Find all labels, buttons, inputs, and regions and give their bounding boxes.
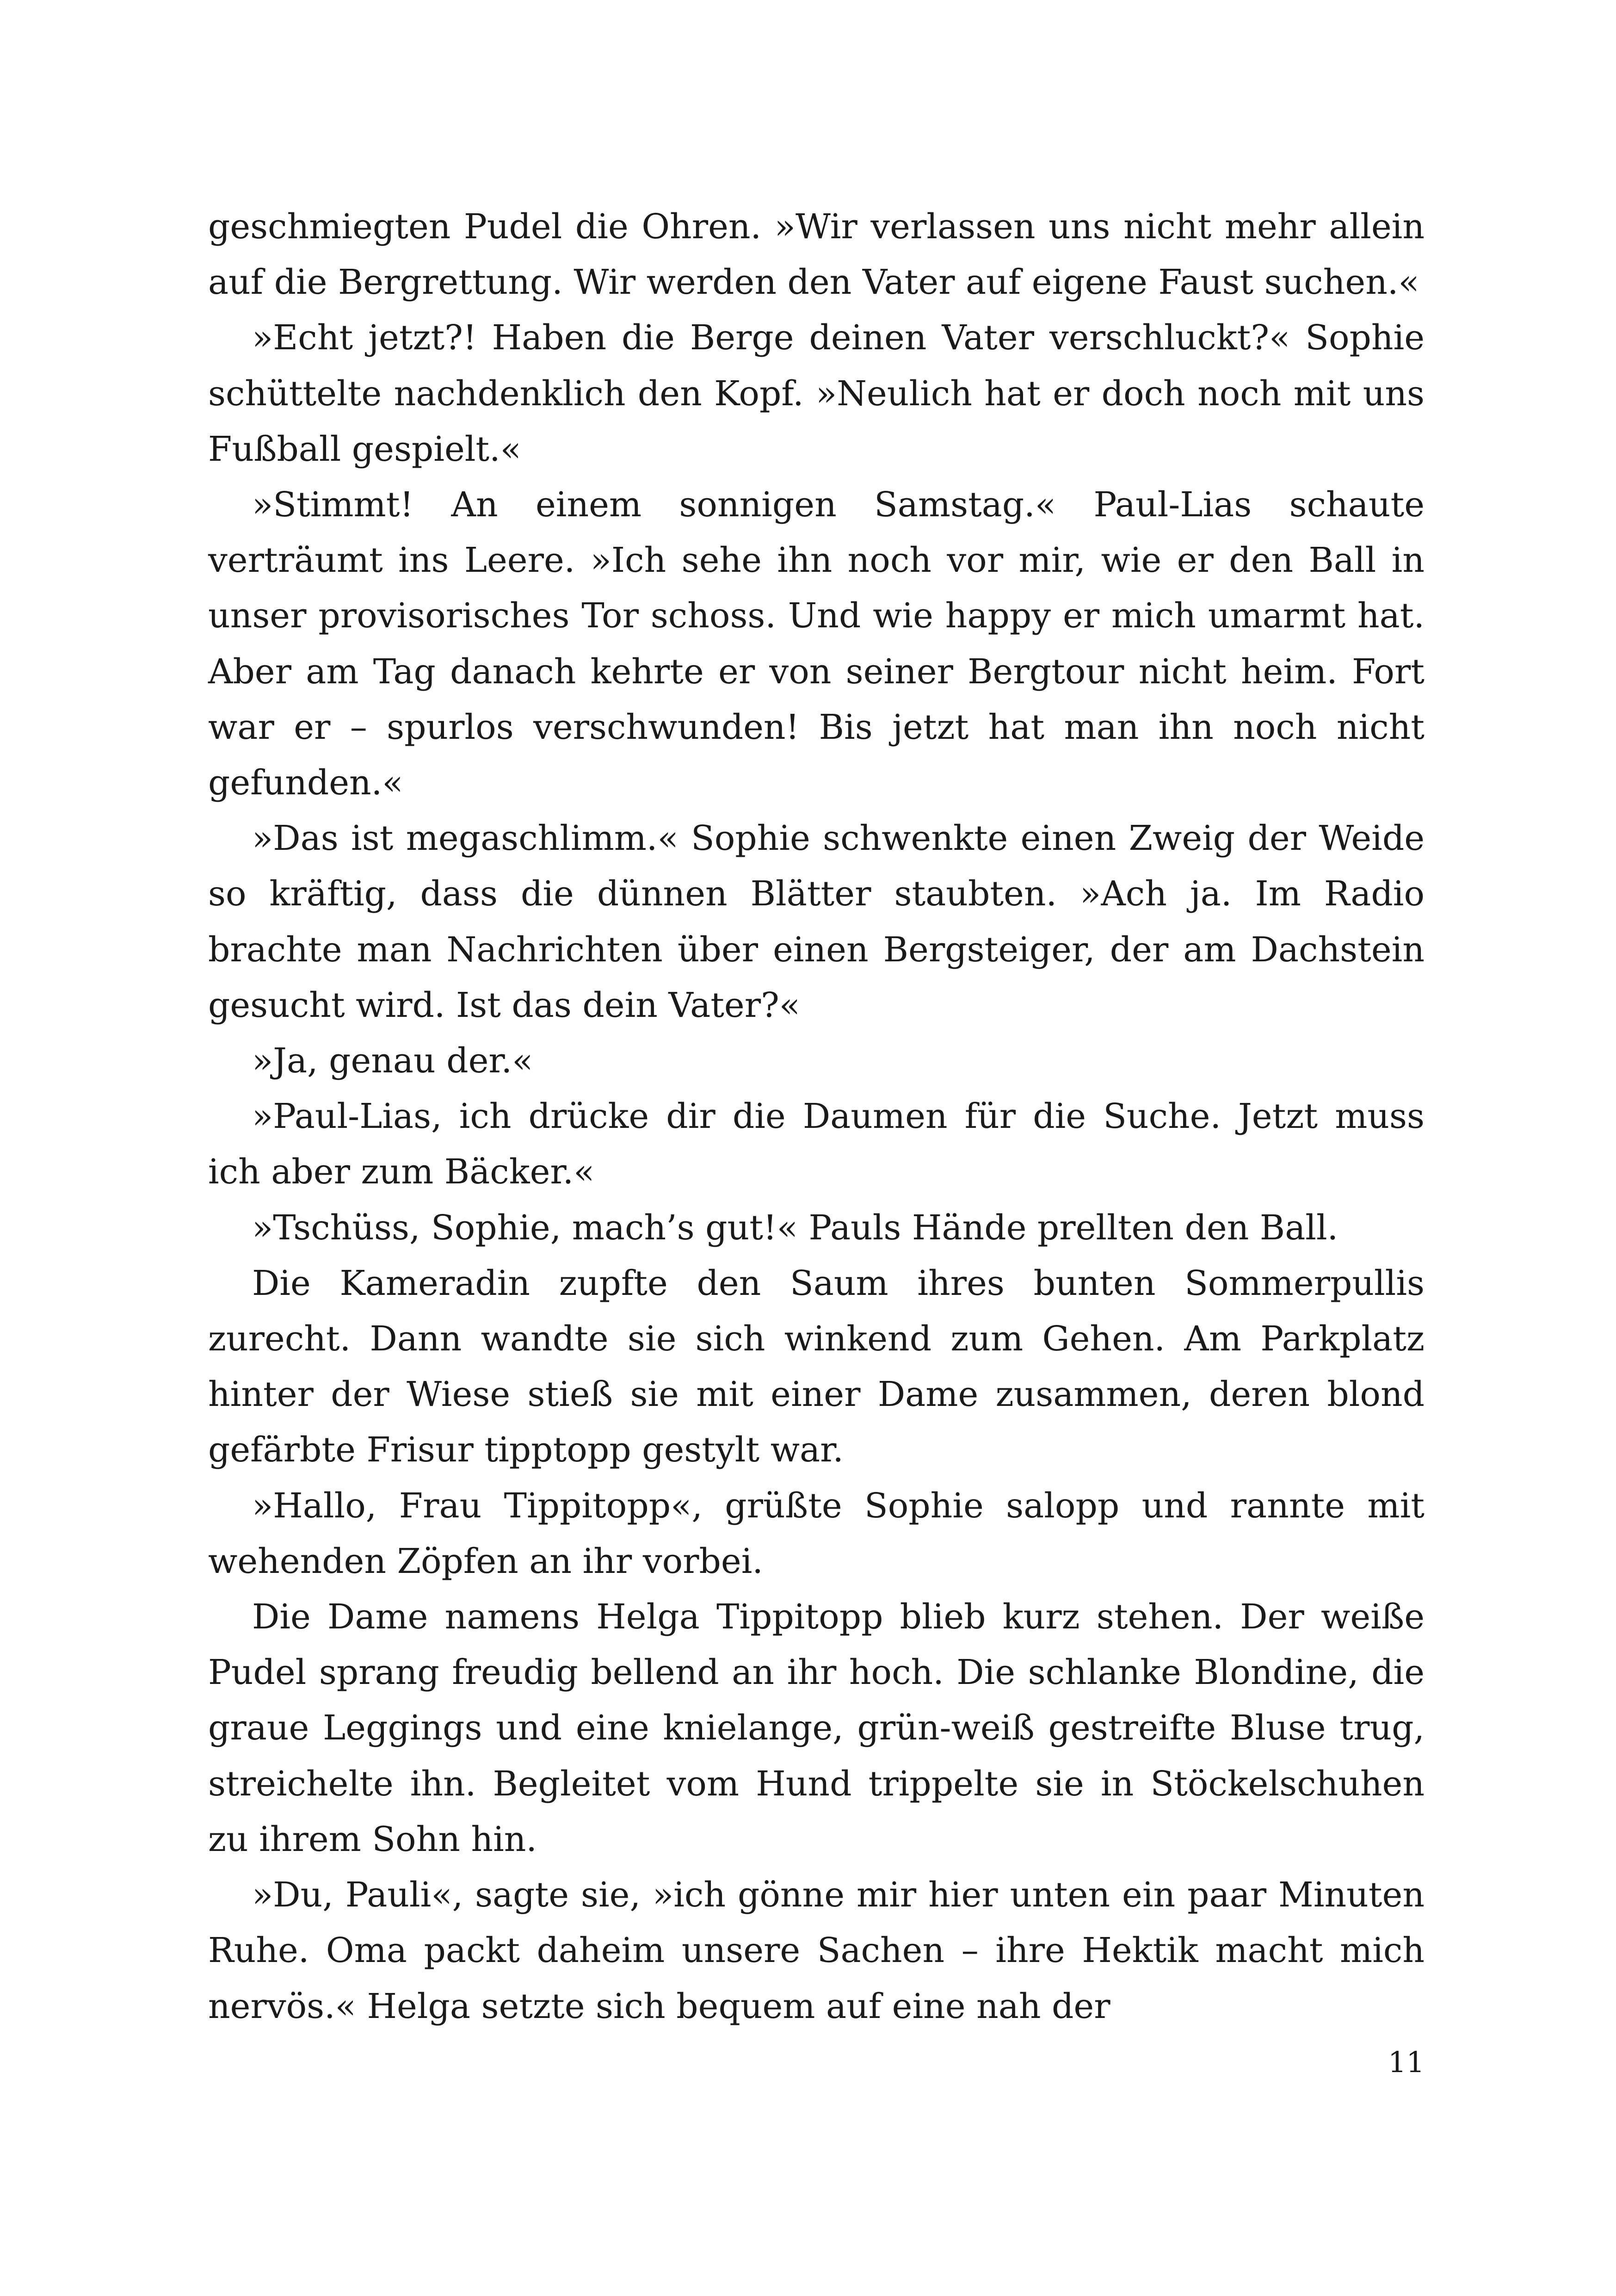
- body-text: [208, 199, 1425, 2034]
- paragraph-1: geschmiegten Pudel die Ohren. »Wir verlassen uns nicht mehr allein auf die Bergrettung. Wir werden den Vater auf eigene Faust suchen.«: [208, 207, 1425, 303]
- paragraph-8: Die Kameradin zupfte den Saum ihres bunten Sommerpullis zurecht. Dann wandte sie sich winkend zum Gehen. Am Parkplatz hinter der Wiese stieß sie mit einer Dame zusammen, deren blond gefärbte Frisur tipptopp gestylt war.: [208, 1263, 1425, 1470]
- paragraph-6: »Paul-Lias, ich drücke dir die Daumen für die Suche. Jetzt muss ich aber zum Bäcker.«: [208, 1096, 1425, 1192]
- paragraph-3: »Stimmt! An einem sonnigen Samstag.« Paul-Lias schaute verträumt ins Leere. »Ich sehe ihn noch vor mir, wie er den Ball in unser provisorisches Tor schoss. Und wie happy er mich umarmt hat. Aber am Tag danach kehrte er von seiner Bergtour nicht heim. Fort war er – spurlos verschwunden! Bis jetzt hat man ihn noch nicht gefunden.«: [208, 485, 1425, 803]
- paragraph-7: »Tschüss, Sophie, mach’s gut!« Pauls Hände prellten den Ball.: [252, 1207, 1338, 1248]
- paragraph-9: »Hallo, Frau Tippitopp«, grüßte Sophie salopp und rannte mit wehenden Zöpfen an ihr vorbei.: [208, 1485, 1425, 1581]
- paragraph-2: »Echt jetzt?! Haben die Berge deinen Vater verschluckt?« Sophie schüttelte nachdenklich den Kopf. »Neulich hat er doch noch mit uns Fußball gespielt.«: [208, 318, 1425, 469]
- paragraph-5: »Ja, genau der.«: [252, 1041, 533, 1081]
- paragraph-11: »Du, Pauli«, sagte sie, »ich gönne mir hier unten ein paar Minuten Ruhe. Oma packt daheim unsere Sachen – ihre Hektik macht mich nervös.« Helga setzte sich bequem auf eine nah der: [208, 1875, 1425, 2026]
- page-number: 11: [1388, 2045, 1425, 2079]
- paragraph-4: »Das ist megaschlimm.« Sophie schwenkte einen Zweig der Weide so kräftig, dass die dünnen Blätter staubten. »Ach ja. Im Radio brachte man Nachrichten über einen Bergsteiger, der am Dachstein gesucht wird. Ist das dein Vater?«: [208, 818, 1425, 1025]
- paragraph-10: Die Dame namens Helga Tippitopp blieb kurz stehen. Der weiße Pudel sprang freudig bellend an ihr hoch. Die schlanke Blondine, die graue Leggings und eine knielange, grün-weiß gestreifte Bluse trug, streichelte ihn. Begleitet vom Hund trippelte sie in Stöckelschuhen zu ihrem Sohn hin.: [208, 1597, 1425, 1859]
